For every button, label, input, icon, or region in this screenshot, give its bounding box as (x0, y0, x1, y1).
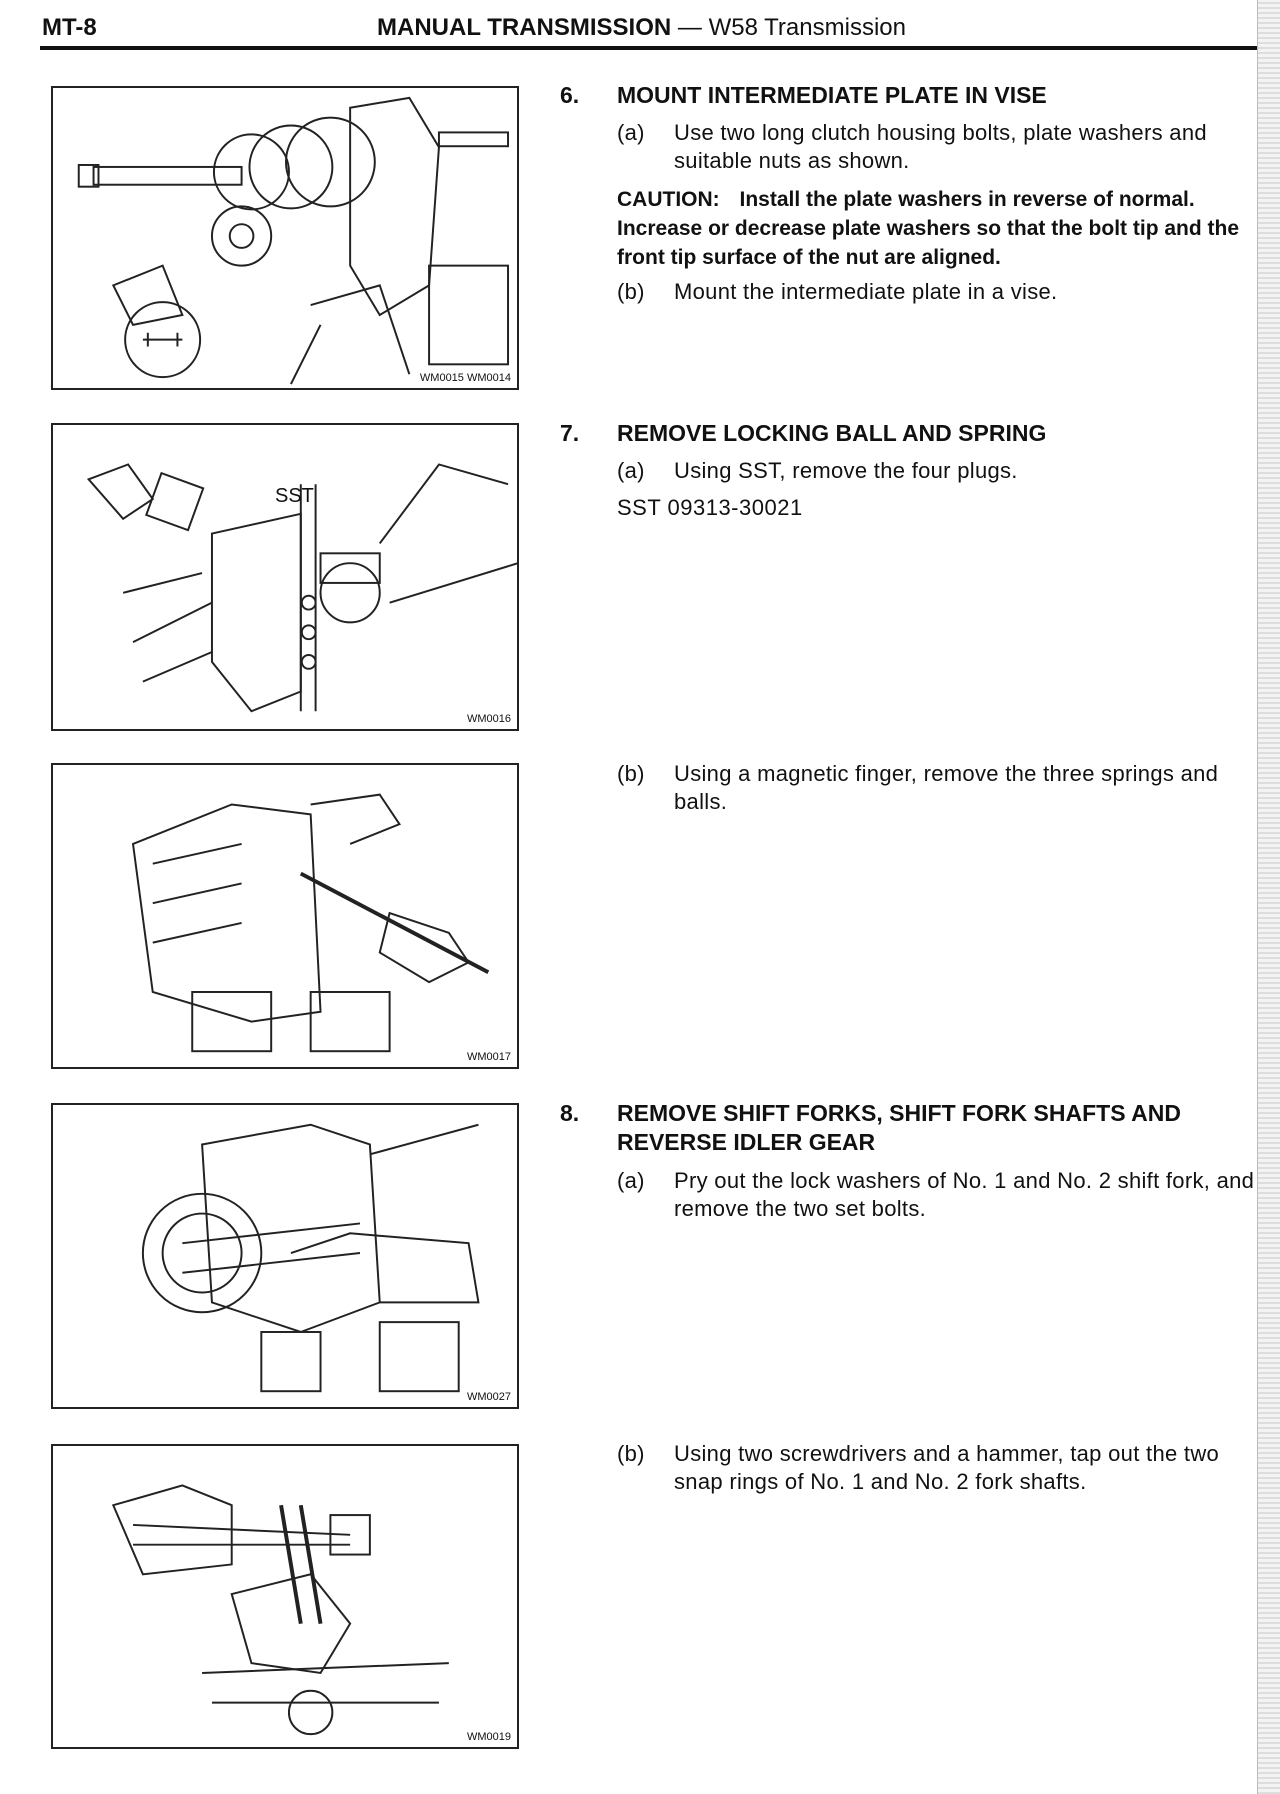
figure-shift-forks (51, 1103, 519, 1409)
hammer-screwdriver-illustration (53, 1446, 517, 1747)
item-text: Pry out the lock washers of No. 1 and No. 2 shift fork, and remove the two set bolts. (674, 1168, 1255, 1221)
title-rest: W58 Transmission (708, 14, 906, 41)
transmission-illustration (53, 88, 517, 388)
title-dash: — (677, 14, 702, 41)
figure-code: WM0017 (466, 1051, 511, 1063)
header-rule (40, 46, 1258, 50)
item-text: Using two screwdrivers and a hammer, tap out the two snap rings of No. 1 and No. 2 fork shafts. (674, 1441, 1220, 1494)
figure-mount-plate (51, 86, 519, 390)
figure-remove-plugs (51, 423, 519, 731)
step-item-a (617, 119, 1257, 175)
item-label: (a) (617, 458, 645, 483)
step-item-a (617, 457, 1257, 485)
caution-label: CAUTION: (617, 188, 720, 211)
item-label: (b) (617, 279, 645, 304)
step-item-b (617, 1440, 1257, 1496)
magnetic-finger-illustration (53, 765, 517, 1067)
item-label: (a) (617, 1168, 645, 1193)
item-label: (b) (617, 1441, 645, 1466)
page-number: MT-8 (42, 14, 97, 41)
caution-note (617, 185, 1257, 272)
figure-magnetic-finger (51, 763, 519, 1069)
caution-text: Install the plate washers in reverse of normal. Increase or decrease plate washers so that the bolt tip and the front tip surface of the nut are aligned. (617, 188, 1240, 269)
item-text: Mount the intermediate plate in a vise. (674, 279, 1058, 304)
step-number: 8. (560, 1100, 580, 1126)
item-label: (b) (617, 761, 645, 786)
sst-label: SST (275, 485, 314, 507)
step-item-b (617, 278, 1257, 306)
sst-number: SST 09313-30021 (617, 495, 803, 520)
sst-illustration (53, 425, 517, 729)
step-item-a (617, 1167, 1257, 1223)
step-number: 6. (560, 82, 580, 108)
step-title: REMOVE LOCKING BALL AND SPRING (617, 420, 1047, 446)
step-title: REMOVE SHIFT FORKS, SHIFT FORK SHAFTS AND REVERSE IDLER GEAR (617, 1100, 1181, 1155)
figure-code: WM0019 (466, 1731, 511, 1743)
step-title: MOUNT INTERMEDIATE PLATE IN VISE (617, 82, 1047, 108)
shift-fork-illustration (53, 1105, 517, 1407)
step-number: 7. (560, 420, 580, 446)
page-edge (1257, 0, 1280, 1794)
item-text: Use two long clutch housing bolts, plate washers and suitable nuts as shown. (674, 120, 1207, 173)
item-text: Using a magnetic finger, remove the three springs and balls. (674, 761, 1219, 814)
figure-code: WM0027 (466, 1391, 511, 1403)
item-label: (a) (617, 120, 645, 145)
figure-snap-rings (51, 1444, 519, 1749)
page-title (377, 14, 906, 42)
title-bold: MANUAL TRANSMISSION (377, 14, 672, 41)
step-item-b (617, 760, 1257, 816)
item-text: Using SST, remove the four plugs. (674, 458, 1018, 483)
figure-code: WM0015 WM0014 (419, 372, 511, 384)
figure-code: WM0016 (466, 713, 511, 725)
